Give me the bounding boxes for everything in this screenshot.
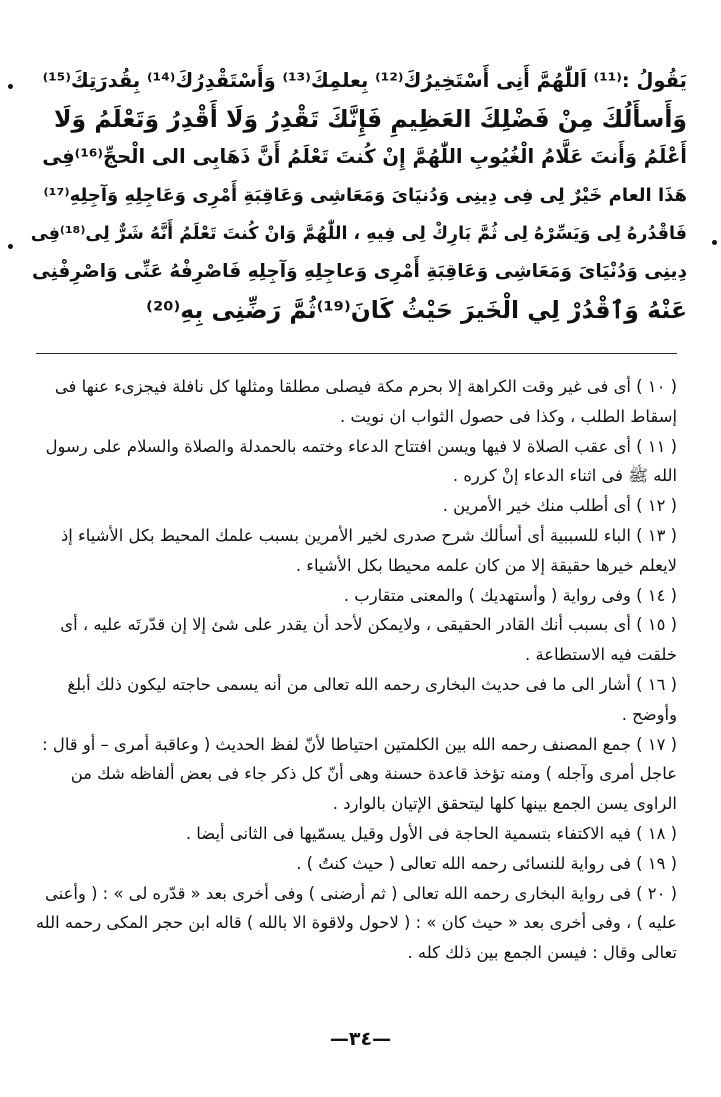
main-text-line: وَأَسأَلُكَ مِنْ فَضْلِكَ العَظِيمِ فَإِنَّكَ تَقْدِرُ وَلَا أَقْدِرُ وَتَعْلَمُ وَلَا [54, 105, 687, 134]
footnote: ( ١١ ) أى عقب الصلاة لا فيها ويسن افتتاح الدعاء وختمه بالحمدلة والصلاة والسلام على رسول الله ﷺ فى اثناء الدعاء إنْ كرره . [45, 436, 677, 486]
footnote: ( ١٠ ) أى فى غير وقت الكراهة إلا بحرم مكة فيصلى مطلقا ومثلها كل نافلة فيجزىء عنها فى إسقاط الطلب ، وكذا فى حصول الثواب ان نويت . [54, 377, 677, 426]
main-text-line: فَاقْدُرهُ لِى وَيَسِّرْهُ لِى ثُمَّ بَارِكْ لِى فِيهِ ، اللّٰهُمَّ وَانْ كُنتَ تَعْلَمُ أَنَّهُ شَرٌّ لِى⁽¹⁸⁾فِى [30, 223, 687, 244]
footnote: ( ١٩ ) فى رواية للنسائى رحمه الله تعالى ( حيث كنتُ ) . [296, 853, 677, 873]
footnote: ( ٢٠ ) فى رواية البخارى رحمه الله تعالى ( ثم أرضنى ) وفى أخرى بعد « قدّره لى » : ( وأعنى عليه ) ، وفى أخرى بعد « حيث كان » : ( لاحول ولاقوة الا بالله ) قاله ابن حجر المكى رحمه الله تعالى وقال : فيسن الجمع بين ذلك كله . [35, 883, 677, 963]
footnote: ( ١٢ ) أى أطلب منك خير الأمرين . [442, 496, 677, 516]
page-number: —٣٤— [329, 1028, 392, 1050]
main-text-line: عَنْهُ وَٱقْدُرْ لِي الْخَيرَ حَيْثُ كَانَ⁽¹⁹⁾ثُمَّ رَضِّنِى بِهِ⁽²⁰⁾ [146, 296, 687, 325]
footnote-divider [36, 353, 677, 354]
footnote: ( ١٨ ) فيه الاكتفاء بتسمية الحاجة فى الأول وقيل يسمّيها فى الثانى أيضا . [185, 823, 677, 843]
footnote: ( ١٤ ) وفى رواية ( وأستهديك ) والمعنى متقارب . [343, 585, 677, 605]
main-text-line: هَذَا العام خَيْرٌ لِى فِى دِينِى وَدُنيَاىَ وَمَعَاشِى وَعَاقِبَةِ أَمْرِى وَعَاجِلِهِ وَآجِلِهِ⁽¹⁷⁾ [43, 184, 687, 206]
margin-dot [8, 244, 13, 249]
footnotes [34, 372, 677, 968]
footnote: ( ١٧ ) جمع المصنف رحمه الله بين الكلمتين احتياطا لأنّ لفظ الحديث ( وعاقبة أمرى – أو قال : عاجل أمرى وآجله ) ومنه تؤخذ قاعدة حسنة وهى أنّ كل ذكر جاء فى بعض ألفاظه شك من الراوى يسن الجمع بينها كلها ليتحقق الإتيان بالوارد . [42, 734, 677, 814]
footnote: ( ١٣ ) الباء للسببية أى أسألك شرح صدرى لخير الأمرين بسبب علمك المحيط بكل الأشياء إذ لايعلم خيرها حقيقة إلا من كان علمه محيطا بكل الأشياء . [60, 525, 677, 575]
margin-dot [712, 240, 717, 245]
main-text-line: يَقُولُ :⁽¹¹⁾ اَللّٰهُمَّ أَنِى أَسْتَخِيرُكَ⁽¹²⁾ بِعلمِكَ⁽¹³⁾ وَأَسْتَقْدِرُكَ⁽¹⁴⁾ بِقُدرَتِكَ⁽¹⁵⁾ [42, 69, 687, 92]
main-text [28, 62, 687, 329]
footnote: ( ١٦ ) أشار الى ما فى حديث البخارى رحمه الله تعالى من أنه يسمى حاجته ليكون ذلك أبلغ وأوضح . [67, 674, 677, 724]
margin-dot [8, 84, 13, 89]
footnote: ( ١٥ ) أى بسبب أنك القادر الحقيقى ، ولايمكن لأحد أن يقدر على شئ إلا إن قدّرتَه عليه ، أى خلقت فيه الاستطاعة . [60, 615, 677, 665]
main-text-line: أَعْلَمُ وَأَنتَ عَلَّامُ الْغُيُوبِ اللّٰهُمَّ إِنْ كُنتَ تَعْلَمُ أَنَّ ذَهَابِى الى الْحجِّ⁽¹⁶⁾فِى [42, 145, 687, 169]
main-text-line: دِينِى وَدُنْيَاىَ وَمَعَاشِى وَعَاقِبَةِ أَمْرِى وَعاجِلِهِ وَآجِلِهِ فَاصْرِفْهُ عَنِّى وَاصْرِفْنِى [32, 261, 687, 283]
